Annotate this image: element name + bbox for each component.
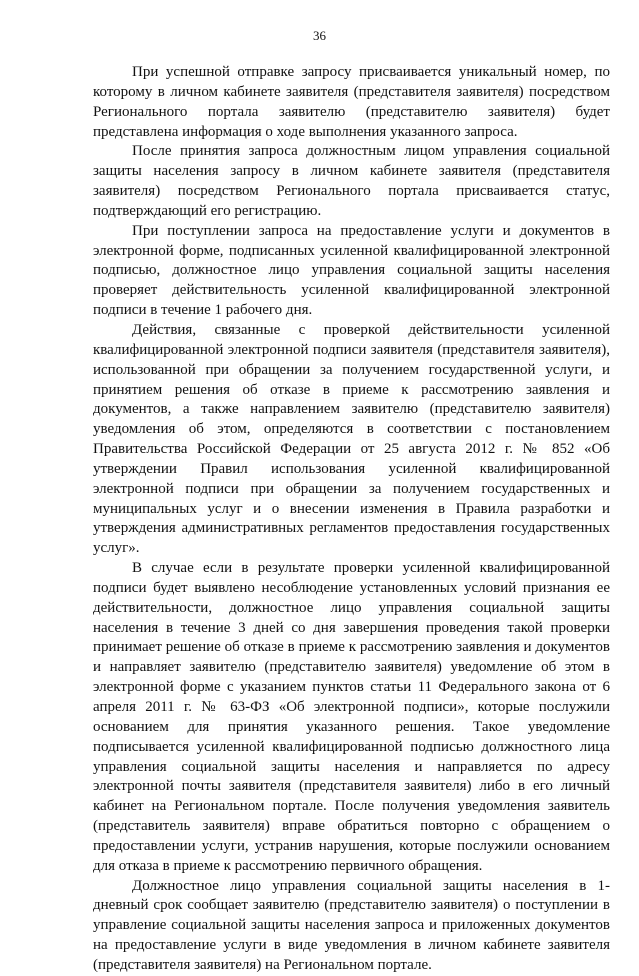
- paragraph-refusal-case: В случае если в результате проверки усиленной квалифицированной подписи будет выявлено несоблюдение установленных условий признания ее действительности, должностное лицо управления социальной защиты населения в течение 3 дней со дня завершения проведения такой проверки принимает решение об отказе в приеме к рассмотрению заявления и документов и направляет заявителю (представителю заявителя) уведомление об этом в электронной форме с указанием пунктов статьи 11 Федерального закона от 6 апреля 2011 г. № 63-ФЗ «Об электронной подписи», которые послужили основанием для принятия указанного решения. Такое уведомление подписывается усиленной квалифицированной подписью должностного лица управления социальной защиты населения и направляется по адресу электронной почты заявителя (представителя заявителя) либо в его личный кабинет на Региональном портале. После получения уведомления заявитель (представитель заявителя) вправе обратиться повторно с обращением о предоставлении услуги, устранив нарушения, которые послужили основанием для отказа в приеме к рассмотрению первичного обращения.: [93, 560, 610, 874]
- paragraph-request-number: При успешной отправке запросу присваивается уникальный номер, по которому в личном кабинете заявителя (представителя заявителя) посредством Регионального портала заявителю (представителю заявителя) будет представлена информация о ходе выполнения указанного запроса.: [93, 64, 610, 140]
- page-number: 36: [313, 28, 326, 43]
- paragraph-request-status: После принятия запроса должностным лицом управления социальной защиты населения запросу в личном кабинете заявителя (представителя заявителя) посредством Регионального портала присваивается статус, подтверждающий его регистрацию.: [93, 143, 610, 219]
- paragraph-signature-actions: Действия, связанные с проверкой действительности усиленной квалифицированной электронной подписи заявителя (представителя заявителя), использованной при обращении за получением государственной услуги, и принятием решения об отказе в приеме к рассмотрению заявления и документов, а также направлением заявителю (представителю заявителя) уведомления об этом, определяются в соответствии с постановлением Правительства Российской Федерации от 25 августа 2012 г. № 852 «Об утверждении Правил использования усиленной квалифицированной электронной подписи при обращении за получением государственных и муниципальных услуг и о внесении изменения в Правила разработки и утверждения административных регламентов предоставления государственных услуг».: [93, 321, 610, 557]
- paragraph-signature-check: При поступлении запроса на предоставление услуги и документов в электронной форме, подписанных усиленной квалифицированной электронной подписью, должностное лицо управления социальной защиты населения проверяет действительность усиленной квалифицированной электронной подписи в течение 1 рабочего дня.: [93, 222, 610, 319]
- document-body: [93, 63, 610, 976]
- paragraph-notification: Должностное лицо управления социальной защиты населения в 1-дневный срок сообщает заявителю (представителю заявителя) о поступлении в управление социальной защиты населения запроса и приложенных документов на предоставление услуги в виде уведомления в личном кабинете заявителя (представителя заявителя) на Региональном портале.: [93, 877, 610, 973]
